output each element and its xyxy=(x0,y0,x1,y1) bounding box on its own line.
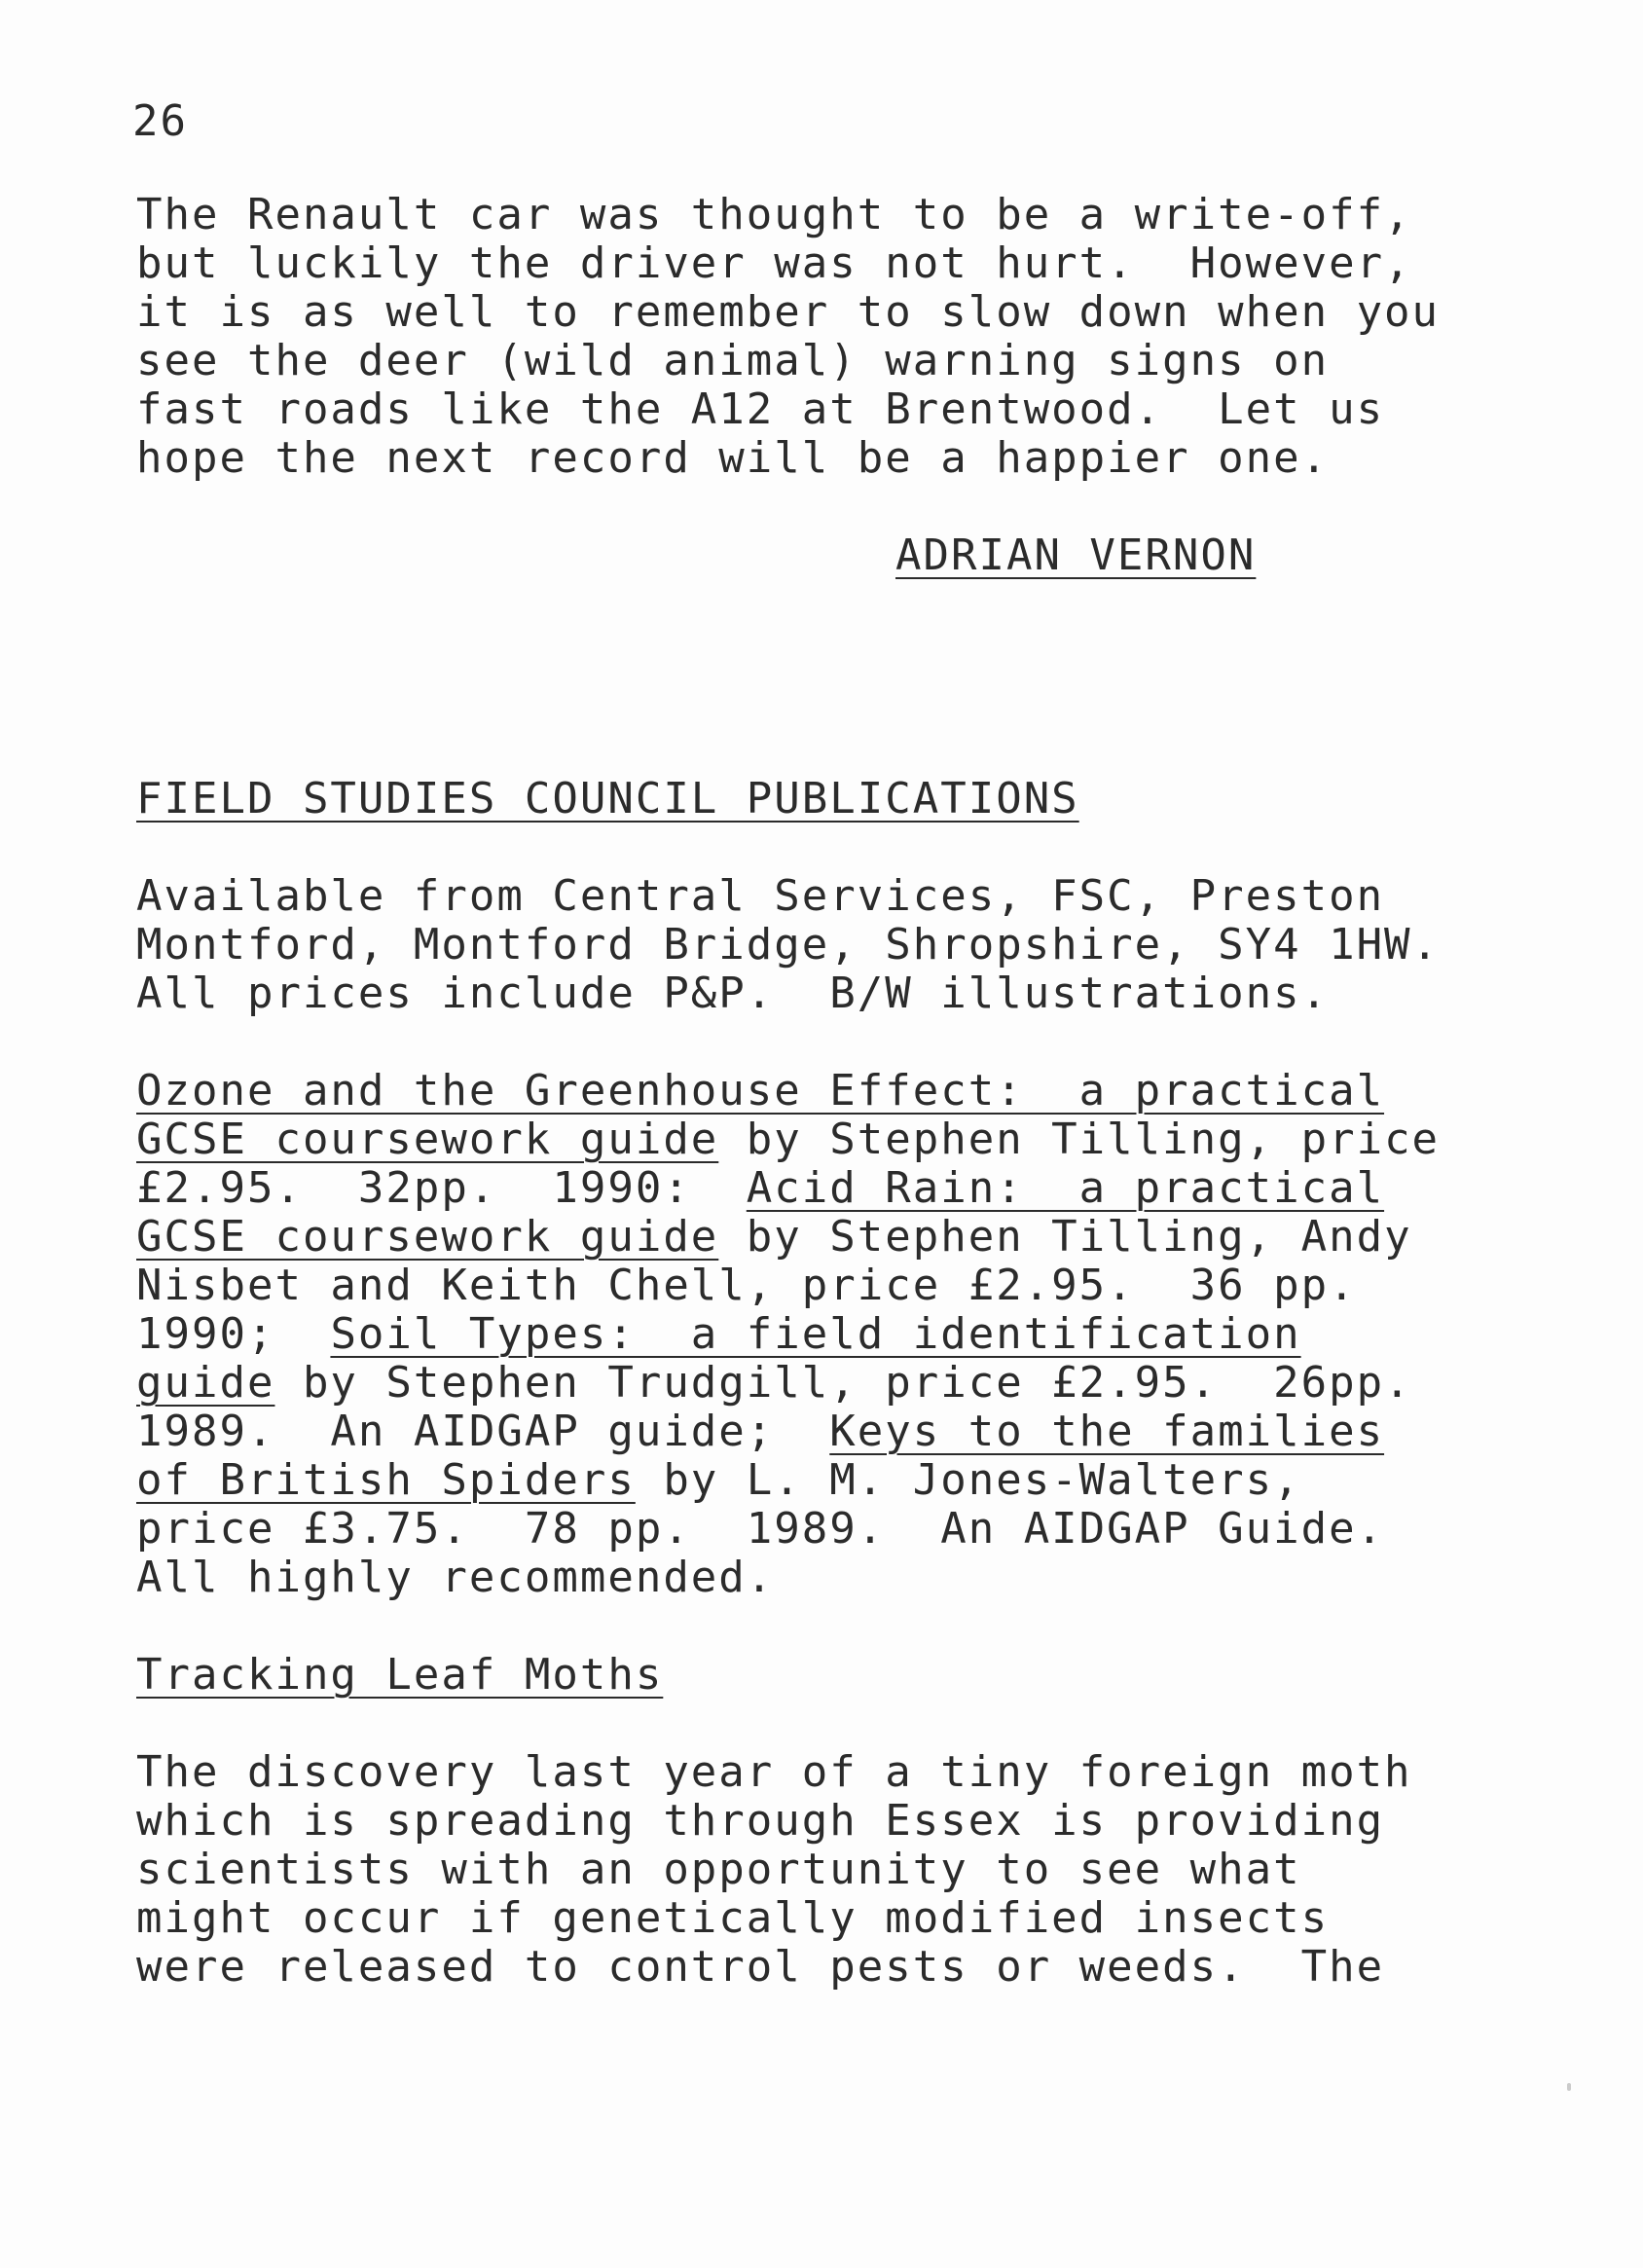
book-list-line xyxy=(136,1310,1301,1359)
book-list-line xyxy=(136,1116,1440,1164)
text-line: scientists with an opportunity to see what xyxy=(136,1845,1301,1894)
text-line: see the deer (wild animal) warning signs on xyxy=(136,336,1330,385)
text-line: Montford, Montford Bridge, Shropshire, SY4 1HW. xyxy=(136,920,1441,969)
book-list-line xyxy=(136,1067,1384,1116)
book-details: by Stephen Trudgill, price £2.95. 26pp. xyxy=(274,1358,1412,1408)
book-title: Acid Rain: a practical xyxy=(746,1163,1385,1213)
text-line: fast roads like the A12 at Brentwood. Let us xyxy=(136,384,1385,434)
book-list-line xyxy=(136,1554,774,1602)
book-details: £2.95. 32pp. 1990: xyxy=(136,1163,747,1213)
text-line: might occur if genetically modified insects xyxy=(136,1893,1330,1943)
book-list-line xyxy=(136,1408,1384,1456)
book-title: Keys to the families xyxy=(829,1407,1385,1456)
scan-speck xyxy=(1567,2083,1571,2091)
book-details: by Stephen Tilling, Andy xyxy=(718,1212,1412,1262)
text-line: All prices include P&P. B/W illustrations. xyxy=(136,969,1330,1018)
book-title: GCSE coursework guide xyxy=(136,1212,719,1262)
book-title: Soil Types: a field identification xyxy=(330,1309,1301,1359)
text-line: but luckily the driver was not hurt. However, xyxy=(136,238,1412,288)
book-details: All highly recommended. xyxy=(136,1553,775,1602)
author-signature: ADRIAN VERNON xyxy=(895,530,1257,580)
page-number: 26 xyxy=(132,96,188,146)
section-heading: Tracking Leaf Moths xyxy=(136,1650,664,1700)
book-title: of British Spiders xyxy=(136,1455,636,1505)
text-line: The discovery last year of a tiny foreign moth xyxy=(136,1747,1412,1797)
book-list-line xyxy=(136,1213,1412,1262)
text-line: which is spreading through Essex is providing xyxy=(136,1796,1385,1846)
text-line: hope the next record will be a happier one. xyxy=(136,433,1330,483)
text-line: were released to control pests or weeds. The xyxy=(136,1942,1385,1992)
book-list-line xyxy=(136,1164,1384,1213)
book-title: guide xyxy=(136,1358,275,1408)
text-line: The Renault car was thought to be a write-off, xyxy=(136,190,1412,239)
book-details: by Stephen Tilling, price xyxy=(718,1115,1441,1164)
book-list-line xyxy=(136,1359,1412,1408)
section-heading: FIELD STUDIES COUNCIL PUBLICATIONS xyxy=(136,774,1079,823)
book-list-line xyxy=(136,1262,1357,1310)
book-details: price £3.75. 78 pp. 1989. An AIDGAP Guide. xyxy=(136,1504,1385,1554)
text-line: Available from Central Services, FSC, Preston xyxy=(136,871,1385,921)
text-line: it is as well to remember to slow down when you xyxy=(136,287,1441,337)
book-list-line xyxy=(136,1505,1384,1554)
book-details: by L. M. Jones-Walters, xyxy=(635,1455,1301,1505)
book-list-line xyxy=(136,1456,1301,1505)
book-details: 1989. An AIDGAP guide; xyxy=(136,1407,830,1456)
book-title: GCSE coursework guide xyxy=(136,1115,719,1164)
book-details: Nisbet and Keith Chell, price £2.95. 36 pp. xyxy=(136,1261,1357,1310)
book-details: 1990; xyxy=(136,1309,331,1359)
book-title: Ozone and the Greenhouse Effect: a practical xyxy=(136,1066,1385,1116)
